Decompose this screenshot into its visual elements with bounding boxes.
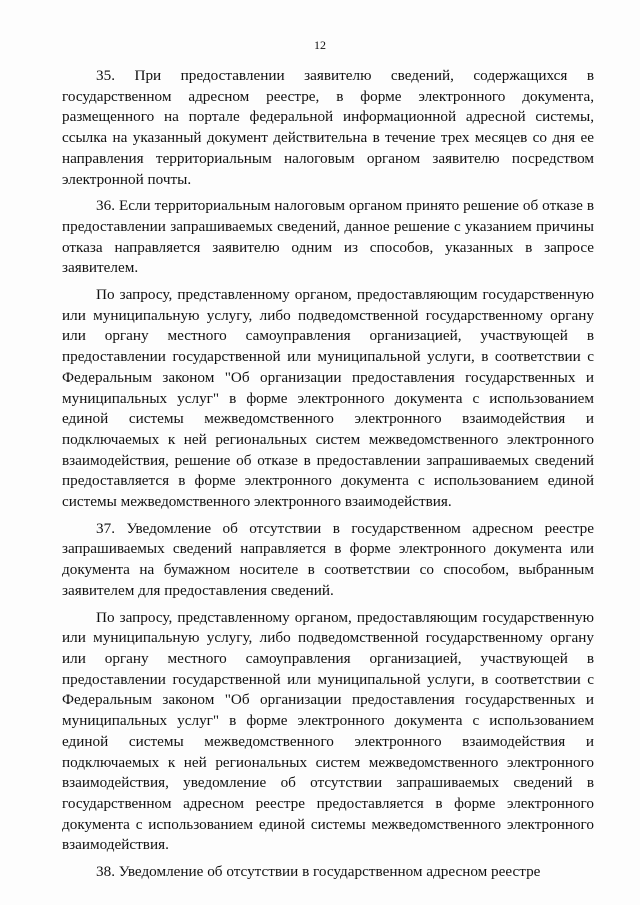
paragraph-37-interagency: По запросу, представленному органом, предоставляющим государственную или муниципальную услугу, либо подведомственной государственному органу или органу местного самоуправления организацией, участвующей в предоставлении государственной или муниципальной услуги, в соответствии с Федеральным законом "Об организации предоставления государственных и муниципальных услуг" в форме электронного документа с использованием единой системы межведомственного электронного взаимодействия и подключаемых к ней региональных систем межведомственного электронного взаимодействия, уведомление об отсутствии запрашиваемых сведений в государственном адресном реестре предоставляется в форме электронного документа с использованием единой системы межведомственного электронного взаимодействия. <box>62 608 594 854</box>
document-body <box>62 66 594 889</box>
paragraph-35: 35. При предоставлении заявителю сведений, содержащихся в государственном адресном реестре, в форме электронного документа, размещенного на портале федеральной информационной адресной системы, ссылка на указанный документ действительна в течение трех месяцев со дня ее направления территориальным налоговым органом заявителю посредством электронной почты. <box>62 67 594 188</box>
paragraph-38: 38. Уведомление об отсутствии в государственном адресном реестре <box>96 863 541 881</box>
page-number: 12 <box>314 38 326 52</box>
paragraph-36-interagency: По запросу, представленному органом, предоставляющим государственную или муниципальную услугу, либо подведомственной государственному органу или органу местного самоуправления организацией, участвующей в предоставлении государственной или муниципальной услуги, в соответствии с Федеральным законом "Об организации предоставления государственных и муниципальных услуг" в форме электронного документа с использованием единой системы межведомственного электронного взаимодействия и подключаемых к ней региональных систем межведомственного электронного взаимодействия, решение об отказе в предоставлении запрашиваемых сведений предоставляется в форме электронного документа с использованием единой системы межведомственного электронного взаимодействия. <box>62 286 594 511</box>
paragraph-37: 37. Уведомление об отсутствии в государственном адресном реестре запрашиваемых сведений направляется в форме электронного документа или документа на бумажном носителе в соответствии со способом, выбранным заявителем для предоставления сведений. <box>62 519 594 599</box>
paragraph-36: 36. Если территориальным налоговым органом принято решение об отказе в предоставлении запрашиваемых сведений, данное решение с указанием причины отказа направляется заявителю одним из способов, указанных в запросе заявителем. <box>62 197 594 277</box>
